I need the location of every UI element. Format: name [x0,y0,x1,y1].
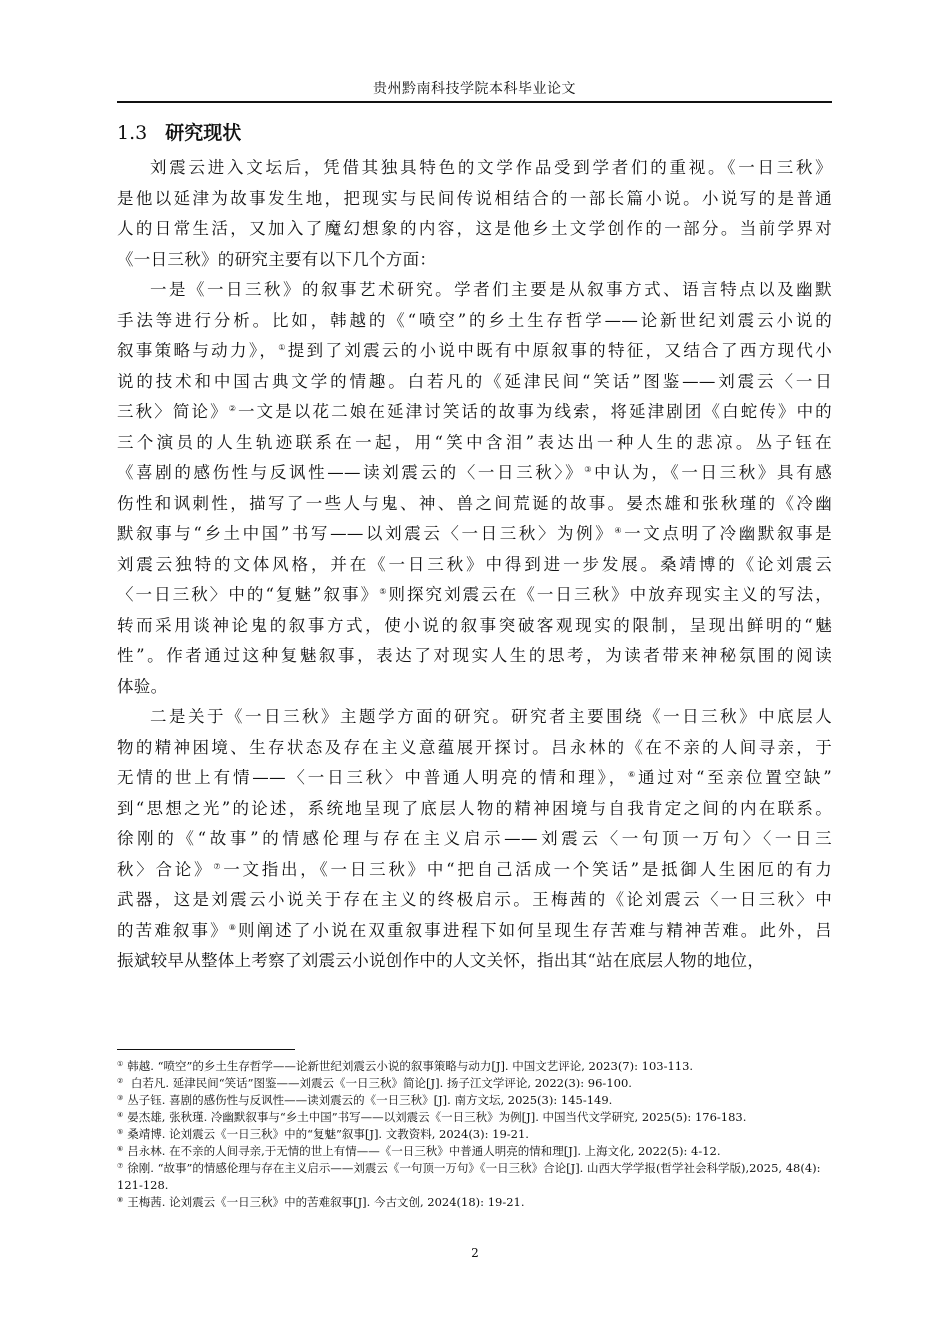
footnote-text: 徐刚. “故事”的情感伦理与存在主义启示——刘震云《一句顶一万句》《一日三秋》合论[J]. 山西大学学报(哲学社会科学版),2025, 48(4): 121-128. [117,1161,821,1192]
footnote [117,1075,842,1092]
footnote-text: 韩越. “喷空”的乡土生存哲学——论新世纪刘震云小说的叙事策略与动力[J]. 中国文艺评论, 2023(7): 103-113. [127,1059,694,1073]
footnote-text: 吕永林. 在不亲的人间寻亲,于无情的世上有情——《一日三秋》中普通人明亮的情和理[J]. 上海文化, 2022(5): 4-12. [127,1144,721,1158]
footnote-text: 丛子钰. 喜剧的感伤性与反讽性——读刘震云的《一日三秋》[J]. 南方文坛, 2025(3): 145-149. [127,1093,613,1107]
footnote-text: 桑靖博. 论刘震云《一日三秋》中的“复魅”叙事[J]. 文教资料, 2024(3): 19-21. [127,1127,529,1141]
footnote-mark: ⑦ [117,1162,124,1170]
footnote-mark: ① [117,1060,124,1068]
footnote-mark: ④ [117,1111,124,1119]
text-line: 刘震云进入文坛后，凭借其独具特色的文学作品受到学者们的重视。《一日三秋》 [150,158,832,177]
footnote-mark: ② [117,1077,124,1085]
text-line: 〈一日三秋〉中的“复魅”叙事》⑤则探究刘震云在《一日三秋》中放弃现实主义的写法， [117,585,832,604]
text-line: 《一日三秋》的研究主要有以下几个方面： [117,249,437,269]
text-line: 《喜剧的感伤性与反讽性——读刘震云的〈一日三秋〉》③中认为，《一日三秋》具有感 [117,463,832,482]
text-line: 是他以延津为故事发生地，把现实与民间传说相结合的一部长篇小说。小说写的是普通 [117,188,832,208]
section-heading [117,118,241,145]
footnote [117,1092,842,1109]
text-line: 二是关于《一日三秋》主题学方面的研究。研究者主要围绕《一日三秋》中底层人 [150,707,832,726]
footnote [117,1109,842,1126]
text-line: 默叙事与“乡土中国”书写——以刘震云〈一日三秋〉为例》④一文点明了冷幽默叙事是 [117,524,832,543]
text-line: 的苦难叙事》⑧则阐述了小说在双重叙事进程下如何呈现生存苦难与精神苦难。此外，吕 [117,920,832,940]
footnote-mark: ③ [117,1094,124,1102]
body-text [117,153,832,977]
paragraph [117,153,832,275]
text-line: 性”。作者通过这种复魅叙事，表达了对现实人生的思考，为读者带来神秘氛围的阅读 [117,646,832,665]
footnote-reference: ③ [584,465,595,474]
text-line: 振斌较早从整体上考察了刘震云小说创作中的人文关怀，指出其“站在底层人物的地位， [117,951,765,970]
text-line: 秋〉合论》⑦一文指出，《一日三秋》中“把自己活成一个笑话”是抵御人生困厄的有力 [117,859,832,879]
text-line: 三个演员的人生轨迹联系在一起，用“笑中含泪”表达出一种人生的悲凉。丛子钰在 [117,432,832,452]
footnote [117,1160,842,1193]
footnote-mark: ⑥ [117,1145,124,1153]
footnote-mark: ⑧ [117,1195,124,1204]
footnote [117,1126,842,1143]
footnote-text: 白若凡. 延津民间“笑话”图鉴——刘震云《一日三秋》简论[J]. 扬子江文学评论, 2022(3): 96-100. [127,1076,632,1090]
paragraph [117,275,832,702]
footnote-reference: ② [228,404,239,413]
footnote-reference: ④ [614,526,625,535]
text-line: 说的技术和中国古典文学的情趣。白若凡的《延津民间“笑话”图鉴——刘震云〈一日 [117,371,832,391]
footnote-text: 晏杰雄, 张秋瑾. 冷幽默叙事与“乡土中国”书写——以刘震云《一日三秋》为例[J]. 中国当代文学研究, 2025(5): 176-183. [127,1110,747,1124]
section-number: 1.3 [117,122,148,144]
text-line: 徐刚的《“故事”的情感伦理与存在主义启示——刘震云〈一句顶一万句〉〈一日三 [117,829,832,848]
section-title: 研究现状 [165,122,242,144]
text-line: 一是《一日三秋》的叙事艺术研究。学者们主要是从叙事方式、语言特点以及幽默 [150,280,832,299]
footnote-reference: ⑦ [213,861,224,871]
paragraph [117,702,832,977]
text-line: 无情的世上有情——〈一日三秋〉中普通人明亮的情和理》，⑥通过对“至亲位置空缺” [117,768,832,787]
footnote-mark: ⑤ [117,1128,124,1136]
footnotes [117,1058,842,1211]
text-line: 物的精神困境、生存状态及存在主义意蕴展开探讨。吕永林的《在不亲的人间寻亲，于 [117,737,832,757]
page-number: 2 [471,1246,479,1260]
text-line: 转而采用谈神论鬼的叙事方式，使小说的叙事突破客观现实的限制，呈现出鲜明的“魅 [117,615,832,635]
header-rule [117,101,832,103]
text-line: 手法等进行分析。比如，韩越的《“喷空”的乡土生存哲学——论新世纪刘震云小说的 [117,310,832,330]
running-header: 贵州黔南科技学院本科毕业论文 [373,81,576,97]
footnote-reference: ① [278,343,288,352]
text-line: 刘震云独特的文体风格，并在《一日三秋》中得到进一步发展。桑靖博的《论刘震云 [117,554,832,574]
text-line: 人的日常生活，又加入了魔幻想象的内容，这是他乡土文学创作的一部分。当前学界对 [117,219,832,238]
text-line: 体验。 [117,676,168,696]
footnote-reference: ⑧ [228,922,239,932]
footnote [117,1194,842,1211]
text-line: 武器，这是刘震云小说关于存在主义的终极启示。王梅茜的《论刘震云〈一日三秋〉中 [117,890,832,909]
text-line: 三秋〉简论》②一文是以花二娘在延津讨笑话的故事为线索，将延津剧团《白蛇传》中的 [117,402,832,421]
footnote [117,1058,842,1075]
footnote-rule [117,1049,295,1050]
footnote [117,1143,842,1160]
footnote-text: 王梅茜. 论刘震云《一日三秋》中的苦难叙事[J]. 今古文创, 2024(18): 19-21. [127,1194,525,1209]
footnote-reference: ⑤ [379,587,389,596]
text-line: 伤性和讽刺性，描写了一些人与鬼、神、兽之间荒诞的故事。晏杰雄和张秋瑾的《冷幽 [117,493,832,513]
text-line: 叙事策略与动力》，①提到了刘震云的小说中既有中原叙事的特征，又结合了西方现代小 [117,341,832,360]
footnote-reference: ⑥ [628,770,639,779]
text-line: 到“思想之光”的论述，系统地呈现了底层人物的精神困境与自我肯定之间的内在联系。 [117,798,832,818]
